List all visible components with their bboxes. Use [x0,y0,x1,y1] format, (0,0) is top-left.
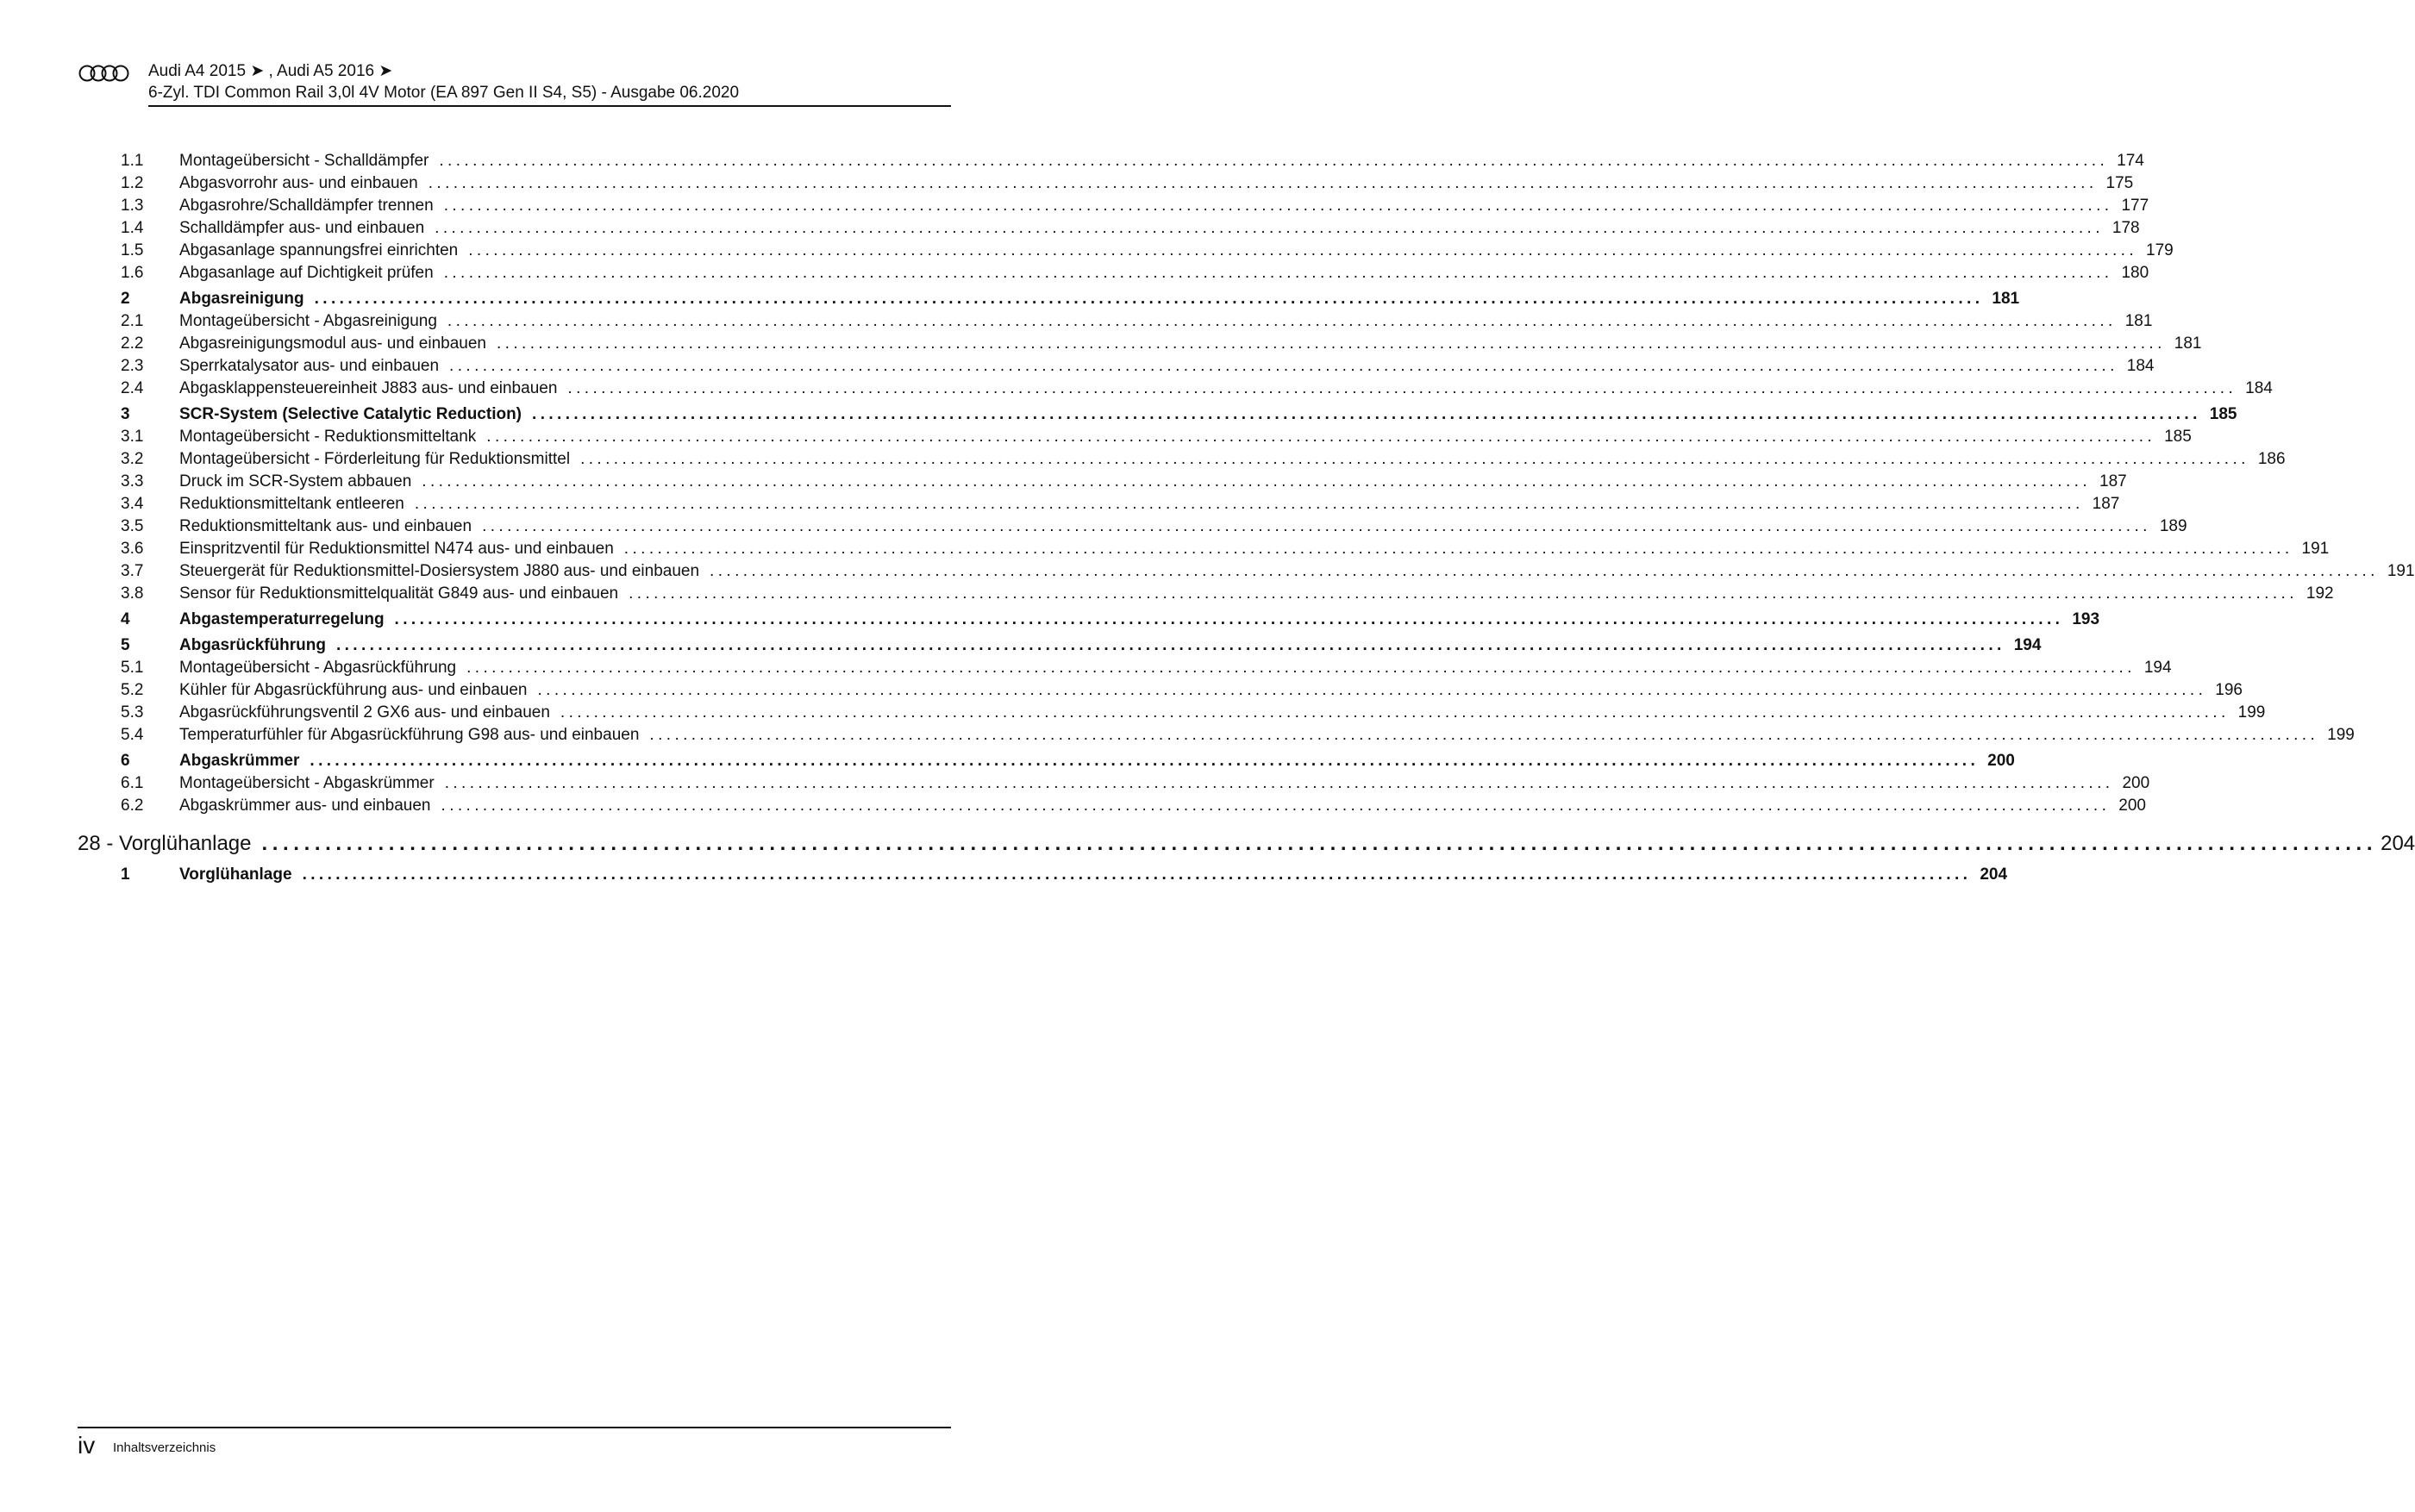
toc-entry-title: Abgasreinigungsmodul aus- und einbauen [179,334,486,353]
toc-entry-number: 5.4 [121,726,144,744]
toc-page-number: 191 [2387,562,2415,580]
toc-dot-leader: ........................................................................................................................................................................................................ [649,726,2319,744]
toc-page-number: 204 [2381,832,2415,855]
toc-section-row[interactable] [78,634,2042,657]
toc-entry-title: Abgastemperaturregelung [179,610,385,628]
toc-entry-title: Schalldämpfer aus- und einbauen [179,219,425,237]
toc-entry-number: 1.4 [121,219,144,237]
toc-page-number: 185 [2164,428,2192,446]
toc-entry-title: Steuergerät für Reduktionsmittel-Dosiersystem J880 aus- und einbauen [179,562,700,580]
toc-page-number: 187 [2092,495,2120,513]
toc-entry-title: Sperrkatalysator aus- und einbauen [179,357,440,375]
toc-page-number: 194 [2143,659,2172,677]
toc-entry-number: 3.6 [121,540,144,558]
toc-entry-title: Abgasrückführungsventil 2 GX6 aus- und einbauen [179,703,550,722]
toc-dot-leader: ........................................................................................................................................................................................................ [496,334,2166,353]
toc-page-number: 177 [2121,197,2149,215]
toc-entry-row[interactable] [78,195,2149,217]
toc-page-number: 196 [2215,681,2243,699]
toc-page-number: 189 [2159,517,2187,535]
toc-page-number: 200 [1987,752,2015,770]
toc-page-number: 175 [2105,174,2134,192]
toc-dot-leader: ........................................................................................................................................................................................................ [428,174,2098,192]
toc-entry-number: 3.5 [121,517,144,535]
toc-dot-leader: ........................................................................................................................................................................................................ [710,562,2379,580]
toc-page-number: 184 [2245,379,2273,397]
toc-dot-leader: ........................................................................................................................................................................................................ [394,610,2064,628]
toc-entry-row[interactable] [78,448,2286,471]
footer-page-number: iv [78,1432,96,1459]
header-engine-line: 6-Zyl. TDI Common Rail 3,0l 4V Motor (EA 897 Gen II S4, S5) - Ausgabe 06.2020 [148,84,740,102]
toc-dot-leader: ........................................................................................................................................................................................................ [468,241,2137,259]
toc-dot-leader: ........................................................................................................................................................................................................ [443,264,2113,282]
toc-entry-number: 3 [121,405,130,423]
toc-dot-leader: ........................................................................................................................................................................................................ [482,517,2151,535]
toc-page-number: 191 [2301,540,2330,558]
toc-entry-row[interactable] [78,310,2153,333]
toc-dot-leader: ........................................................................................................................................................................................................ [486,428,2156,446]
toc-page-number: 199 [2237,703,2266,722]
toc-page-number: 184 [2126,357,2155,375]
toc-entry-title: Druck im SCR-System abbauen [179,472,412,490]
toc-section-row[interactable] [78,403,2237,426]
toc-page-number: 199 [2327,726,2355,744]
toc-dot-leader: ........................................................................................................................................................................................................ [629,584,2298,603]
toc-section-row[interactable] [78,864,2008,886]
toc-entry-row[interactable] [78,378,2273,400]
toc-entry-row[interactable] [78,657,2172,679]
toc-entry-row[interactable] [78,772,2150,795]
toc-page-number: 200 [2118,797,2146,815]
toc-dot-leader: ........................................................................................................................................................................................................ [466,659,2136,677]
toc-entry-number: 3.7 [121,562,144,580]
toc-page-number: 179 [2146,241,2174,259]
toc-entry-row[interactable] [78,515,2187,538]
toc-entry-title: Abgasreinigung [179,290,304,308]
toc-entry-number: 2.1 [121,312,144,330]
toc-entry-title: Montageübersicht - Schalldämpfer [179,152,429,170]
toc-page-number: 187 [2099,472,2127,490]
toc-entry-number: 2.3 [121,357,144,375]
toc-entry-title: Temperaturfühler für Abgasrückführung G98 aus- und einbauen [179,726,640,744]
toc-page-number: 181 [2174,334,2202,353]
toc-entry-number: 1.6 [121,264,144,282]
toc-entry-title: Abgasanlage auf Dichtigkeit prüfen [179,264,434,282]
toc-entry-row[interactable] [78,150,2144,172]
toc-entry-title: Montageübersicht - Abgasreinigung [179,312,437,330]
four-rings-logo [78,64,131,83]
toc-entry-number: 1.5 [121,241,144,259]
toc-entry-number: 2.2 [121,334,144,353]
toc-page-number: 181 [1992,290,2020,308]
toc-chapter-row[interactable] [78,828,2415,860]
header-rule [148,105,951,107]
toc-entry-row[interactable] [78,333,2202,355]
toc-dot-leader: ........................................................................................................................................................................................................ [444,774,2114,792]
toc-entry-row[interactable] [78,583,2334,605]
toc-entry-number: 3.3 [121,472,144,490]
toc-entry-number: 6.2 [121,797,144,815]
toc-dot-leader: ........................................................................................................................................................................................................ [439,152,2109,170]
toc-dot-leader: ........................................................................................................................................................................................................ [580,450,2249,468]
toc-page-number: 193 [2072,610,2100,628]
toc-entry-number: 5.3 [121,703,144,722]
toc-dot-leader: ........................................................................................................................................................................................................ [335,636,2005,654]
toc-entry-number: 5.2 [121,681,144,699]
table-of-contents [78,150,2415,886]
toc-section-row[interactable] [78,288,2020,310]
toc-entry-title: Montageübersicht - Förderleitung für Reduktionsmittel [179,450,571,468]
toc-dot-leader: ........................................................................................................................................................................................................ [537,681,2207,699]
toc-entry-title: Abgasrohre/Schalldämpfer trennen [179,197,434,215]
toc-entry-row[interactable] [78,172,2134,195]
toc-dot-leader: ........................................................................................................................................................................................................ [314,290,1984,308]
toc-dot-leader: ........................................................................................................................................................................................................ [447,312,2117,330]
toc-entry-row[interactable] [78,724,2355,747]
toc-entry-number: 3.1 [121,428,144,446]
toc-entry-title: 28 - Vorglühanlage [78,832,252,855]
toc-page-number: 204 [1980,865,2008,884]
toc-entry-title: Abgasanlage spannungsfrei einrichten [179,241,459,259]
toc-dot-leader: ........................................................................................................................................................................................................ [560,703,2230,722]
toc-entry-row[interactable] [78,538,2330,560]
toc-dot-leader: ........................................................................................................................................................................................................ [532,405,2201,423]
toc-entry-title: Montageübersicht - Reduktionsmitteltank [179,428,477,446]
toc-entry-number: 1.1 [121,152,144,170]
toc-dot-leader: ........................................................................................................................................................................................................ [302,865,1972,884]
toc-entry-title: Reduktionsmitteltank entleeren [179,495,404,513]
header-model-line: Audi A4 2015 ➤ , Audi A5 2016 ➤ [148,62,393,80]
toc-entry-row[interactable] [78,493,2120,515]
toc-entry-number: 4 [121,610,130,628]
toc-entry-row[interactable] [78,426,2192,448]
toc-dot-leader: ........................................................................................................................................................................................................ [310,752,1980,770]
toc-entry-number: 3.4 [121,495,144,513]
toc-entry-row[interactable] [78,471,2127,493]
toc-entry-number: 6 [121,752,130,770]
footer-section-label: Inhaltsverzeichnis [113,1440,216,1455]
toc-page-number: 180 [2121,264,2149,282]
toc-entry-row[interactable] [78,240,2174,262]
toc-entry-row[interactable] [78,679,2243,702]
toc-page-number: 181 [2124,312,2153,330]
toc-page-number: 174 [2117,152,2144,170]
toc-entry-number: 1.3 [121,197,144,215]
toc-entry-title: Vorglühanlage [179,865,292,884]
page-header [78,62,951,107]
toc-dot-leader: ........................................................................................................................................................................................................ [443,197,2113,215]
toc-entry-number: 2 [121,290,130,308]
toc-dot-leader: ........................................................................................................................................................................................................ [449,357,2118,375]
toc-entry-title: Kühler für Abgasrückführung aus- und einbauen [179,681,528,699]
toc-entry-row[interactable] [78,702,2266,724]
toc-page-number: 185 [2209,405,2237,423]
toc-entry-number: 3.8 [121,584,144,603]
toc-dot-leader: ........................................................................................................................................................................................................ [261,832,2378,855]
toc-entry-title: Abgaskrümmer [179,752,300,770]
toc-section-row[interactable] [78,609,2100,631]
toc-entry-row[interactable] [78,355,2155,378]
toc-entry-title: Sensor für Reduktionsmittelqualität G849 aus- und einbauen [179,584,619,603]
toc-dot-leader: ........................................................................................................................................................................................................ [414,495,2084,513]
toc-entry-number: 1.2 [121,174,144,192]
toc-entry-row[interactable] [78,560,2415,583]
toc-page-number: 178 [2112,219,2140,237]
toc-entry-title: SCR-System (Selective Catalytic Reduction) [179,405,522,423]
toc-entry-title: Abgasklappensteuereinheit J883 aus- und einbauen [179,379,558,397]
toc-dot-leader: ........................................................................................................................................................................................................ [422,472,2092,490]
toc-dot-leader: ........................................................................................................................................................................................................ [435,219,2104,237]
toc-entry-title: Montageübersicht - Abgasrückführung [179,659,457,677]
toc-entry-number: 2.4 [121,379,144,397]
toc-entry-title: Einspritzventil für Reduktionsmittel N474 aus- und einbauen [179,540,614,558]
toc-entry-title: Abgaskrümmer aus- und einbauen [179,797,431,815]
toc-entry-row[interactable] [78,262,2149,284]
toc-entry-number: 5.1 [121,659,144,677]
toc-page-number: 194 [2013,636,2042,654]
toc-entry-number: 5 [121,636,130,654]
toc-page-number: 200 [2122,774,2150,792]
toc-entry-title: Reduktionsmitteltank aus- und einbauen [179,517,472,535]
toc-entry-row[interactable] [78,795,2146,817]
toc-entry-title: Montageübersicht - Abgaskrümmer [179,774,435,792]
toc-dot-leader: ........................................................................................................................................................................................................ [441,797,2111,815]
toc-page-number: 186 [2257,450,2286,468]
toc-entry-number: 1 [121,865,130,884]
toc-entry-number: 3.2 [121,450,144,468]
footer-rule [78,1427,951,1428]
toc-dot-leader: ........................................................................................................................................................................................................ [623,540,2293,558]
toc-section-row[interactable] [78,750,2015,772]
toc-dot-leader: ........................................................................................................................................................................................................ [567,379,2237,397]
toc-entry-number: 6.1 [121,774,144,792]
toc-entry-row[interactable] [78,217,2140,240]
toc-entry-title: Abgasrückführung [179,636,326,654]
toc-page-number: 192 [2306,584,2334,603]
toc-entry-title: Abgasvorrohr aus- und einbauen [179,174,418,192]
